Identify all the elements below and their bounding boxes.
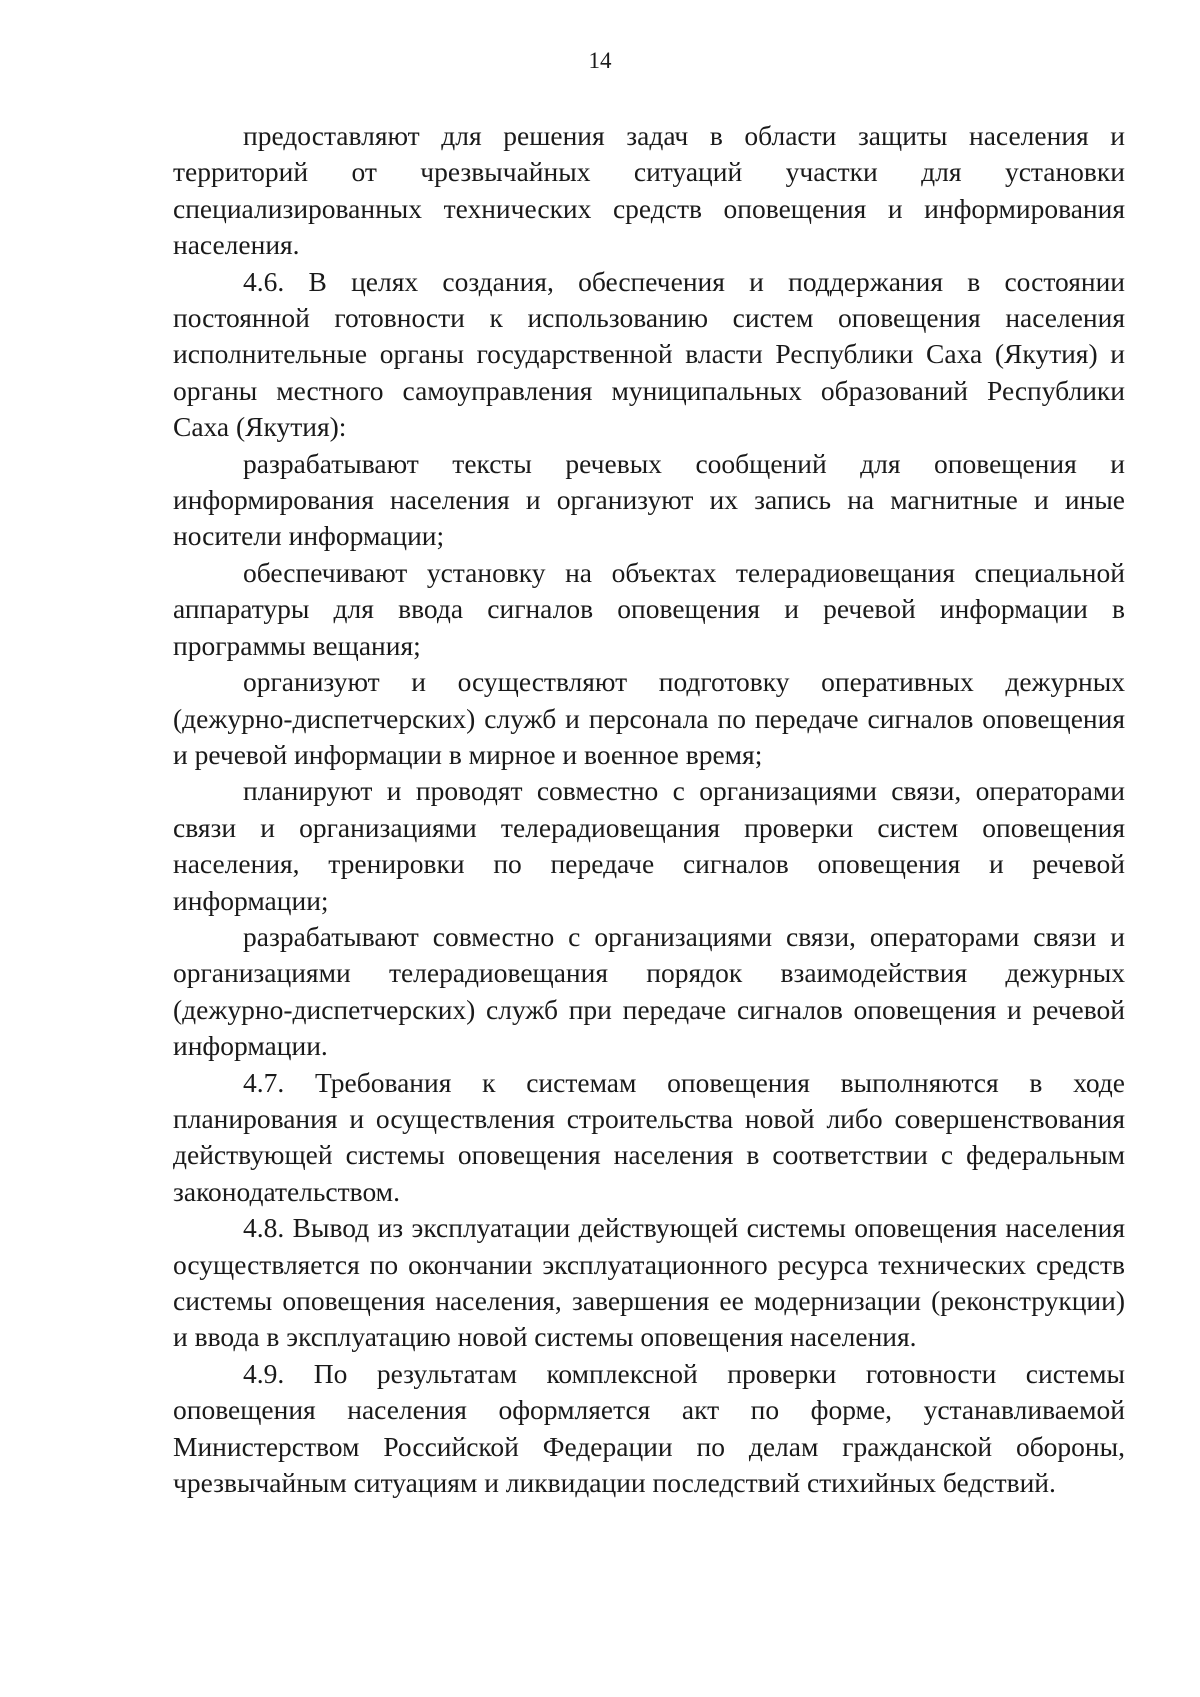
paragraph-4-6: 4.6. В целях создания, обеспечения и поддержания в состоянии постоянной готовности к использованию систем оповещения населения исполнительные органы государственной власти Республики Саха (Якутия) и органы местного самоуправления муниципальных образований Республики Саха (Якутия): xyxy=(173,265,1125,443)
paragraph-item-training: организуют и осуществляют подготовку оперативных дежурных (дежурно-диспетчерских) служб и персонала по передаче сигналов оповещения и речевой информации в мирное и военное время; xyxy=(173,666,1125,770)
paragraph-continuation: предоставляют для решения задач в области защиты населения и территорий от чрезвычайных ситуаций участки для установки специализированных технических средств оповещения и информирования населения. xyxy=(173,120,1125,261)
paragraph-4-7: 4.7. Требования к системам оповещения выполняются в ходе планирования и осуществления строительства новой либо совершенствования действующей системы оповещения населения в соответствии с федеральным законодательством. xyxy=(173,1066,1125,1207)
paragraph-4-8: 4.8. Вывод из эксплуатации действующей системы оповещения населения осуществляется по окончании эксплуатационного ресурса технических средств системы оповещения населения, завершения ее модернизации (реконструкции) и ввода в эксплуатацию новой системы оповещения населения. xyxy=(173,1212,1125,1353)
page-number: 14 xyxy=(588,48,612,73)
paragraph-item-interaction: разрабатывают совместно с организациями связи, операторами связи и организациями телерадиовещания порядок взаимодействия дежурных (дежурно-диспетчерских) служб при передаче сигналов оповещения и речевой информации. xyxy=(173,920,1125,1062)
paragraph-item-checks: планируют и проводят совместно с организациями связи, операторами связи и организациями телерадиовещания проверки систем оповещения населения, тренировки по передаче сигналов оповещения и речевой информации; xyxy=(173,775,1125,916)
paragraph-4-9: 4.9. По результатам комплексной проверки готовности системы оповещения населения оформляется акт по форме, устанавливаемой Министерством Российской Федерации по делам гражданской обороны, чрезвычайным ситуациям и ликвидации последствий стихийных бедствий. xyxy=(173,1357,1125,1499)
document-body xyxy=(173,118,1125,1501)
paragraph-item-equipment: обеспечивают установку на объектах телерадиовещания специальной аппаратуры для ввода сигналов оповещения и речевой информации в программы вещания; xyxy=(173,556,1125,661)
paragraph-item-texts: разрабатывают тексты речевых сообщений для оповещения и информирования населения и организуют их запись на магнитные и иные носители информации; xyxy=(173,447,1125,552)
